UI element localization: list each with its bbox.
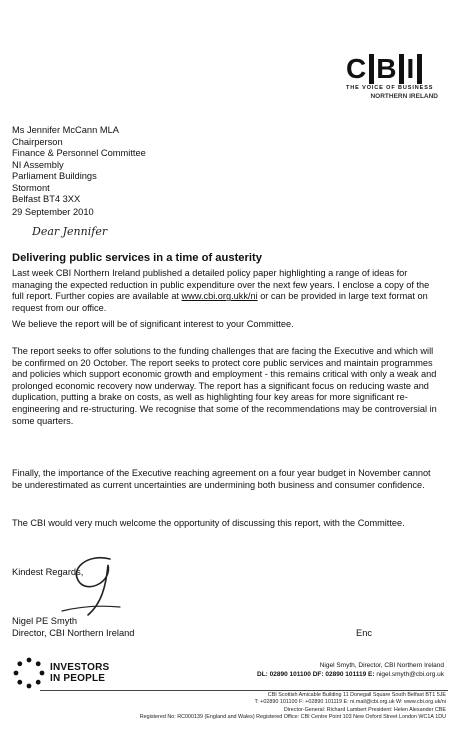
address-line: NI Assembly xyxy=(12,159,64,170)
email-address[interactable]: nigel.smyth@cbi.org.uk xyxy=(376,671,444,678)
legal-line: T: +02890 101100 F: +02890 101119 E: ni.mail@cbi.org.uk W: www.cbi.org.uk/ni xyxy=(254,699,446,706)
legal-line: Director-General: Richard Lambert President: Helen Alexander CBE xyxy=(283,706,446,713)
body-paragraph xyxy=(12,346,442,427)
address-line: Belfast BT4 3XX xyxy=(12,194,81,204)
investors-in-people-icon xyxy=(12,656,46,690)
legal-footer xyxy=(140,692,446,722)
contact-name-line: Nigel Smyth, Director, CBI Northern Ireland xyxy=(319,662,444,669)
dl-number: 02890 101100 xyxy=(269,671,311,678)
logo-tagline: THE VOICE OF BUSINESS xyxy=(346,85,434,91)
signer-name: Nigel PE Smyth xyxy=(12,616,78,626)
logo-region: NORTHERN IRELAND xyxy=(370,93,438,100)
handwritten-salutation: Dear Jennifer xyxy=(32,225,108,238)
iip-line: INVESTORS xyxy=(50,662,110,673)
paragraph-text: Last week CBI Northern Ireland published a detailed policy paper highlighting a range of ideas for managing the expected reduction in public expenditure over the next few years. I enclose a copy of the full report. Further copies are available at xyxy=(12,268,430,302)
logo-letter-i: I xyxy=(406,53,416,84)
paragraph-text: Finally, the importance of the Executive reaching agreement on a four year budget in November cannot be underestimated as current uncertainties are undermining both business and consumer confidence. xyxy=(12,468,431,490)
enclosure-note: Enc xyxy=(356,628,373,638)
cbi-logo-mark xyxy=(346,54,436,84)
logo-letter-b: B xyxy=(376,53,398,84)
contact-details xyxy=(257,661,444,679)
investors-in-people-logo xyxy=(12,656,122,692)
iip-line: IN PEOPLE xyxy=(50,673,106,684)
email-label: E: xyxy=(368,671,375,678)
logo-letter-c: C xyxy=(346,53,368,84)
logo-divider xyxy=(369,54,374,84)
cbi-logo xyxy=(346,54,438,100)
paragraph-text: We believe the report will be of significant interest to your Committee. xyxy=(12,319,294,329)
closing: Kindest Regards, xyxy=(12,567,84,577)
contact-numbers-line xyxy=(257,670,444,679)
footer-divider xyxy=(40,690,448,691)
legal-line: Registered No: RC000139 (England and Wales) Registered Office: CBI Centre Point 103 New Oxford Street London WC1A 1DU xyxy=(139,714,446,721)
body-paragraph xyxy=(12,268,442,314)
legal-line: CBI Scottish Amicable Building 11 Donegall Square South Belfast BT1 5JE xyxy=(267,692,446,698)
df-label: DF: xyxy=(312,671,324,678)
signer-title: Director, CBI Northern Ireland xyxy=(12,628,135,638)
body-paragraph xyxy=(12,468,442,491)
logo-divider xyxy=(417,54,422,84)
logo-divider xyxy=(399,54,404,84)
address-line: Parliament Buildings xyxy=(12,171,97,181)
recipient-address xyxy=(12,125,146,206)
subject-heading: Delivering public services in a time of austerity xyxy=(12,252,262,264)
df-number: 02890 101119 xyxy=(325,671,367,678)
dl-label: DL: xyxy=(257,671,268,678)
paragraph-text: or can be provided in large text format on request from our office. xyxy=(12,291,428,313)
paragraph-text: The report seeks to offer solutions to the funding challenges that are facing the Executive and which will be confirmed on 20 October. The report seeks to protect core public services and maintain programmes and policies which support economic growth and employment - this remains critical with only a weak and prolonged economic recovery now underway. The report has a significant focus on reducing waste and duplication, putting a brake on costs, as well as highlighting four key areas for more significant re-engineering and re-structuring. We recognise that some of the recommendations may be controversial in some quarters. xyxy=(12,346,437,426)
letter-date: 29 September 2010 xyxy=(12,207,94,217)
address-line: Chairperson xyxy=(12,136,63,147)
paragraph-text: The CBI would very much welcome the opportunity of discussing this report, with the Committee. xyxy=(12,518,405,528)
body-paragraph xyxy=(12,319,442,331)
address-line: Finance & Personnel Committee xyxy=(12,148,146,158)
handwritten-signature xyxy=(58,551,128,621)
address-line: Stormont xyxy=(12,182,50,193)
website-link[interactable]: www.cbi.org.ukk/ni xyxy=(181,291,258,302)
body-paragraph xyxy=(12,518,442,530)
address-line: Ms Jennifer McCann MLA xyxy=(12,125,119,135)
